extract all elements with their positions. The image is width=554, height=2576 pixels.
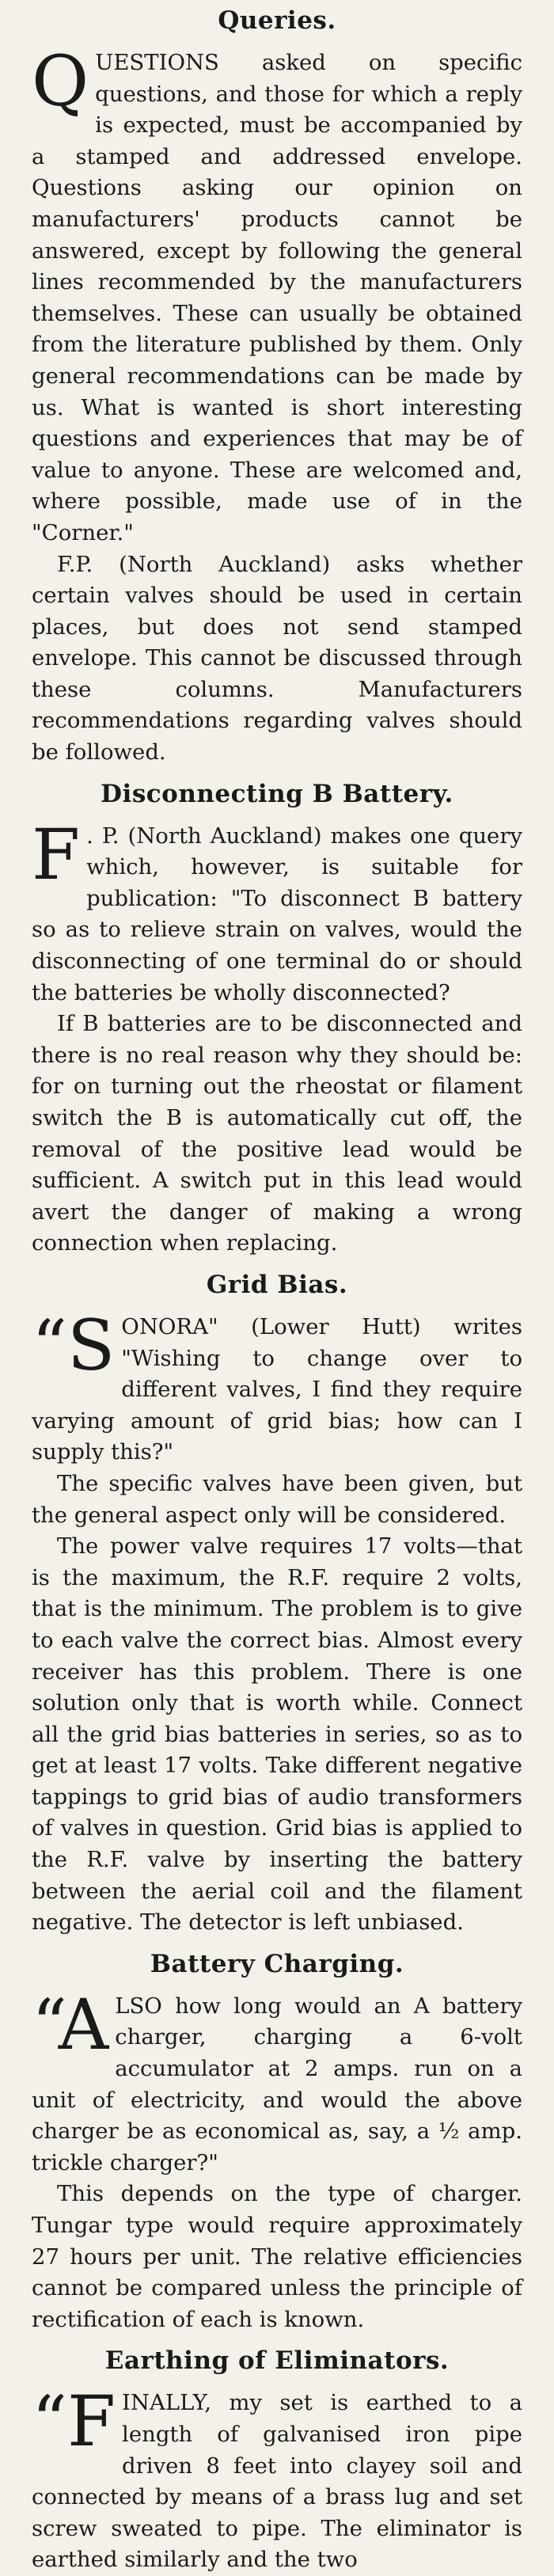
body-paragraph: The specific valves have been given, but the general aspect only will be considered. bbox=[32, 1470, 522, 1528]
lead-text: ONORA" (Lower Hutt) writes "Wishing to change over to different valves, I find they require varying amount of grid bias; how can I supply this?" bbox=[32, 1313, 522, 1465]
lead-text: LSO how long would an A battery charger, charging a 6-volt accumulator at 2 amps. run on a unit of electricity, and would the above charger be as economical as, say, a ½ amp. trickle charger?" bbox=[32, 1993, 522, 2175]
drop-cap: “F bbox=[32, 2380, 116, 2463]
lead-text: INALLY, my set is earthed to a length of galvanised iron pipe driven 8 feet into clayey soil and connected by means of a brass lug and set screw sweated to pipe. The eliminator is earthed similarly and the two bbox=[32, 2390, 522, 2573]
drop-cap: “S bbox=[32, 1304, 116, 1386]
drop-cap: Q bbox=[32, 40, 89, 122]
section-heading: Battery Charging. bbox=[150, 1949, 404, 1978]
section-heading: Earthing of Eliminators. bbox=[104, 2346, 450, 2376]
lead-paragraph bbox=[32, 40, 522, 549]
section-battery-charging bbox=[32, 1947, 522, 2336]
section-disconnecting-b-battery bbox=[32, 777, 522, 1260]
lead-paragraph bbox=[32, 2380, 522, 2576]
section-queries bbox=[32, 3, 522, 769]
section-earthing-of-eliminators bbox=[32, 2343, 522, 2576]
lead-text: . P. (North Auckland) makes one query which, however, is suitable for publication: "To disconnect B battery so as to relieve strain on valves, would the disconnecting of one terminal do or should the batteries be wholly disconnected? bbox=[32, 823, 522, 1005]
lead-paragraph bbox=[32, 813, 522, 1009]
body-paragraph: This depends on the type of charger. Tungar type would require approximately 27 hours per unit. The relative efficiencies cannot be compared unless the principle of rectification of each is known. bbox=[32, 2181, 522, 2332]
lead-paragraph bbox=[32, 1983, 522, 2179]
drop-cap: “A bbox=[32, 1983, 109, 2065]
body-paragraph: The power valve requires 17 volts—that is the maximum, the R.F. require 2 volts, that is the minimum. The problem is to give to each valve the correct bias. Almost every receiver has this problem. There is one solution only that is worth while. Connect all the grid bias batteries in series, so as to get at least 17 volts. Take different negative tappings to grid bias of audio transformers of valves in question. Grid bias is applied to the R.F. valve by inserting the battery between the aerial coil and the filament negative. The detector is left unbiased. bbox=[32, 1533, 522, 1936]
drop-cap: F bbox=[32, 813, 81, 895]
section-grid-bias bbox=[32, 1267, 522, 1939]
body-paragraph: F.P. (North Auckland) asks whether certain valves should be used in certain places, but does not send stamped envelope. This cannot be discussed through these columns. Manufacturers recommendations regarding valves should be followed. bbox=[32, 551, 522, 766]
section-heading: Grid Bias. bbox=[206, 1270, 348, 1299]
lead-paragraph bbox=[32, 1304, 522, 1468]
lead-text: UESTIONS asked on specific questions, and those for which a reply is expected, must be accompanied by a stamped and addressed envelope. Questions asking our opinion on manufacturers' products cannot be answered, except by following the general lines recommended by the manufacturers themselves. These can usually be obtained from the literature published by them. Only general recommendations can be made by us. What is wanted is short interesting questions and experiences that may be of value to anyone. These are welcomed and, where possible, made use of in the "Corner." bbox=[32, 50, 522, 545]
body-paragraph: If B batteries are to be disconnected and there is no real reason why they should be: for on turning out the rheostat or filament switch the B is automatically cut off, the removal of the positive lead would be sufficient. A switch put in this lead would avert the danger of making a wrong connection when replacing. bbox=[32, 1011, 522, 1256]
section-heading: Disconnecting B Battery. bbox=[101, 779, 453, 808]
section-heading: Queries. bbox=[218, 6, 336, 35]
